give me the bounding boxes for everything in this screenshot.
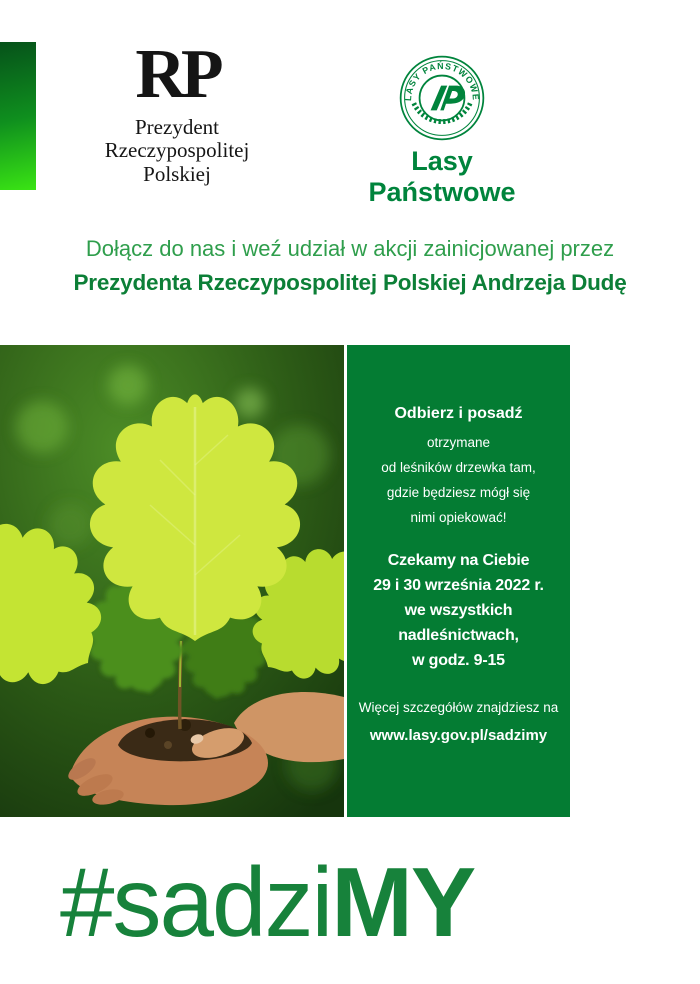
- campaign-tagline: [0, 236, 700, 296]
- green-gradient-bar: [0, 42, 36, 190]
- lasy-panstwowe-logo: [336, 54, 548, 208]
- rp-caption-line: Prezydent: [135, 114, 219, 139]
- seedling-photo: [0, 345, 344, 817]
- info-panel: [347, 345, 570, 817]
- lasy-panstwowe-label: Lasy Państwowe: [368, 146, 516, 207]
- president-rp-logo: [88, 36, 266, 186]
- panel-heading-odbierz: Odbierz i posadź: [394, 405, 523, 422]
- rp-caption-line: Polskiej: [143, 161, 211, 186]
- campaign-url: www.lasy.gov.pl/sadzimy: [369, 727, 548, 744]
- lasy-panstwowe-emblem-icon: [398, 54, 486, 142]
- emblem-lp-monogram: [431, 86, 466, 111]
- panel-when-line: nadleśnictwach,: [398, 627, 519, 644]
- panel-when-line: we wszystkich: [404, 602, 513, 619]
- tagline-line2: Prezydenta Rzeczypospolitej Polskiej Andrzeja Dudę: [73, 270, 627, 295]
- panel-body-line: gdzie będziesz mógł się: [386, 485, 531, 500]
- panel-body-line: nimi opiekować!: [410, 510, 507, 525]
- hashtag-sadzimy: [60, 847, 475, 957]
- rp-caption-line: Rzeczypospolitej: [104, 138, 250, 163]
- hero-section: [0, 345, 570, 817]
- panel-when-line: 29 i 30 września 2022 r.: [373, 577, 544, 594]
- panel-body-text: [357, 430, 560, 530]
- panel-when-line: Czekamy na Ciebie: [387, 552, 530, 569]
- panel-body-line: otrzymane: [426, 435, 491, 450]
- panel-more-info: Więcej szczegółów znajdziesz na: [358, 700, 559, 715]
- emblem-ring-text: LASY PAŃSTWOWE: [403, 60, 481, 102]
- hashtag-bold-part: MY: [331, 847, 475, 957]
- tagline-line1: Dołącz do nas i weź udział w akcji zainicjowanej przez: [85, 236, 615, 261]
- panel-event-details: [357, 548, 560, 673]
- panel-body-line: od leśników drzewka tam,: [381, 460, 536, 475]
- rp-logo-caption: [88, 116, 266, 187]
- panel-when-line: w godz. 9-15: [412, 652, 505, 669]
- rp-monogram: RP: [135, 36, 219, 113]
- hashtag-light-part: #sadzi: [60, 847, 332, 957]
